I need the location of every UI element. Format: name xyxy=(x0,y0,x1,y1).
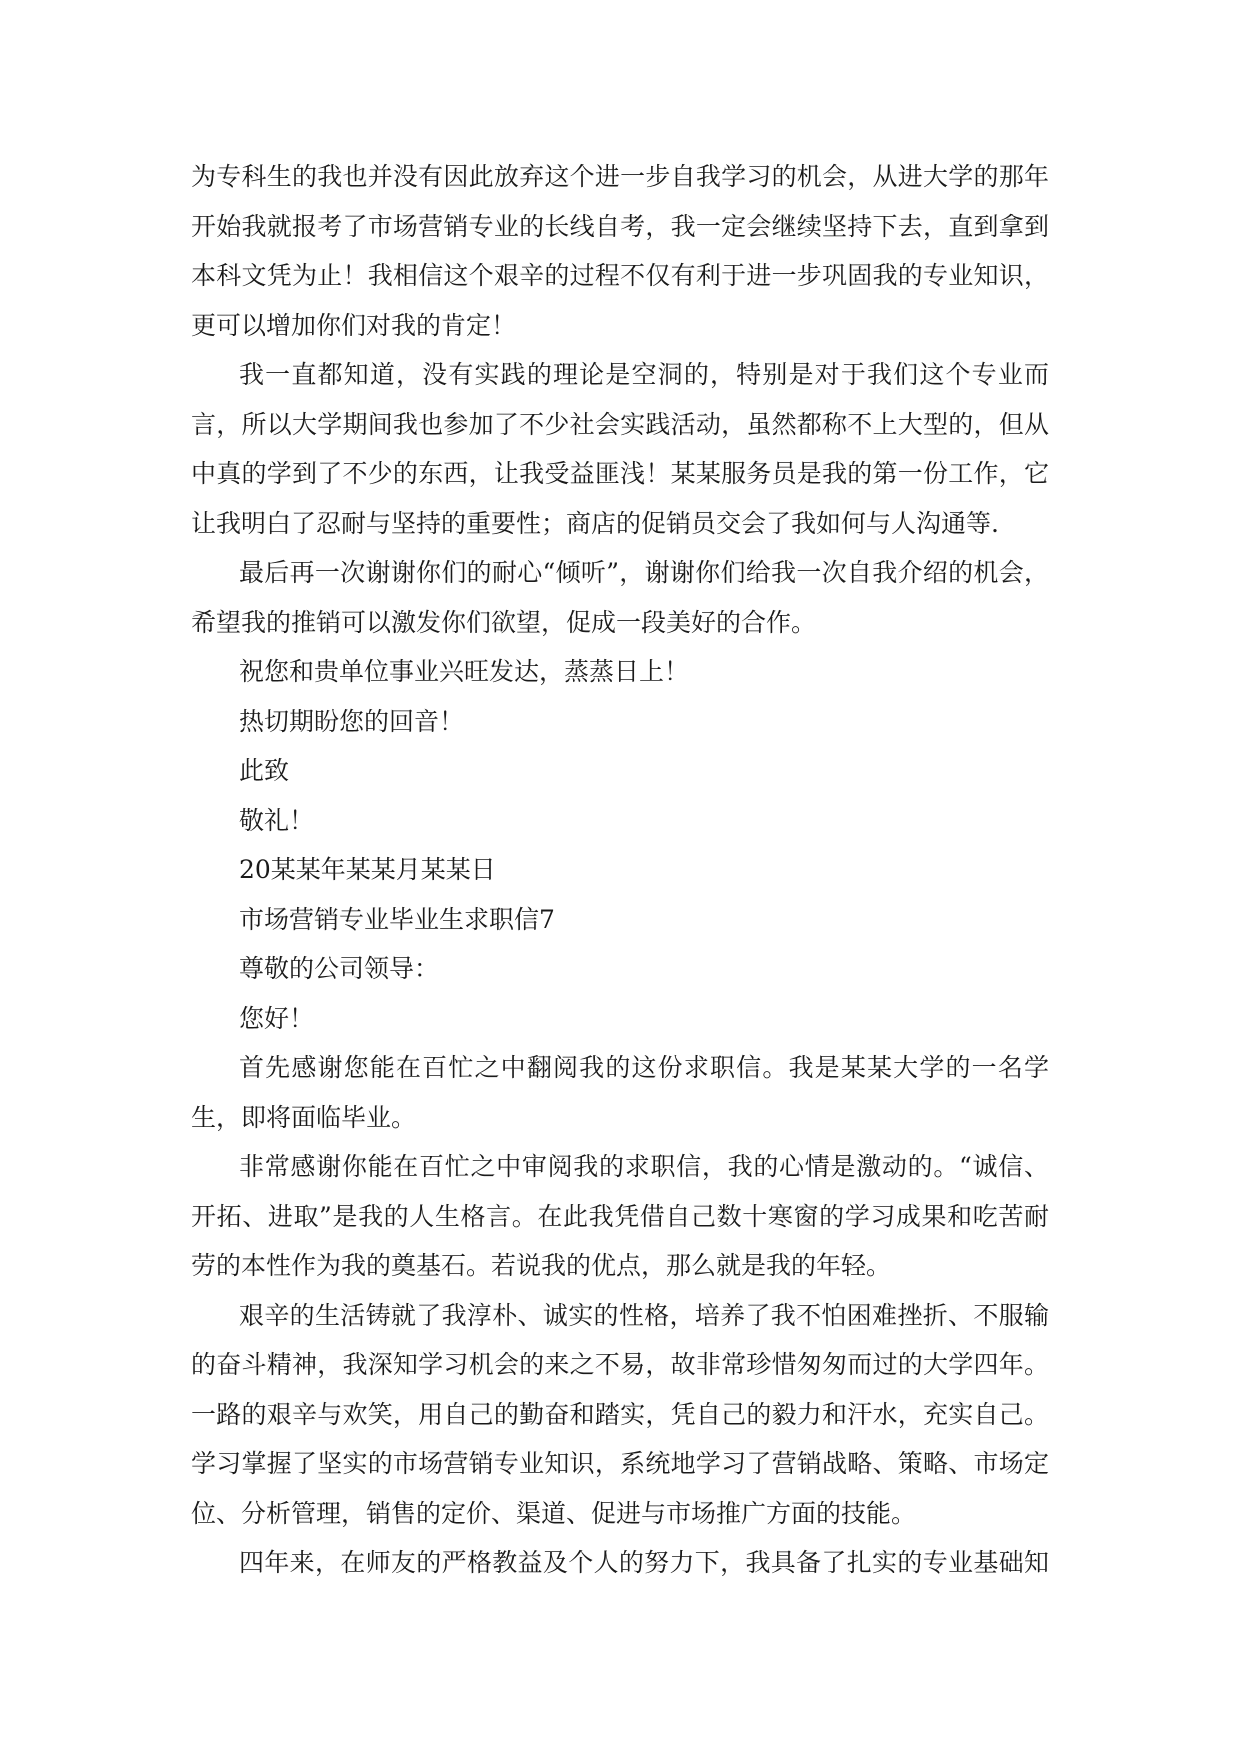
text-line: 希望我的推销可以激发你们欲望，促成一段美好的合作。 xyxy=(191,607,817,637)
text-line: 开拓、进取”是我的人生格言。在此我凭借自己数十寒窗的学习成果和吃苦耐 xyxy=(191,1201,1049,1231)
text-line: 生，即将面临毕业。 xyxy=(191,1102,417,1132)
text-line: 首先感谢您能在百忙之中翻阅我的这份求职信。我是某某大学的一名学 xyxy=(239,1053,1049,1082)
letter-title: 市场营销专业毕业生求职信7 xyxy=(239,904,555,934)
text-line: 的奋斗精神，我深知学习机会的来之不易，故非常珍惜匆匆而过的大学四年。 xyxy=(191,1350,1049,1379)
letter-body xyxy=(191,152,1049,1588)
text-line: 言，所以大学期间我也参加了不少社会实践活动，虽然都称不上大型的，但从 xyxy=(191,409,1049,439)
text-line: 四年来，在师友的严格教益及个人的努力下，我具备了扎实的专业基础知 xyxy=(239,1548,1049,1577)
text-line: 敬礼！ xyxy=(239,805,315,835)
text-line: 劳的本性作为我的奠基石。若说我的优点，那么就是我的年轻。 xyxy=(191,1251,892,1280)
text-line: 非常感谢你能在百忙之中审阅我的求职信，我的心情是激动的。“诚信、 xyxy=(239,1152,1049,1181)
date-line: 20某某年某某月某某日 xyxy=(239,855,496,884)
text-line: 艰辛的生活铸就了我淳朴、诚实的性格，培养了我不怕困难挫折、不服输 xyxy=(239,1300,1049,1330)
text-line: 本科文凭为止！我相信这个艰辛的过程不仅有利于进一步巩固我的专业知识， xyxy=(191,261,1049,290)
text-line: 位、分析管理，销售的定价、渠道、促进与市场推广方面的技能。 xyxy=(191,1498,917,1528)
text-line: 祝您和贵单位事业兴旺发达，蒸蒸日上！ xyxy=(239,657,690,686)
text-line: 我一直都知道，没有实践的理论是空洞的，特别是对于我们这个专业而 xyxy=(239,360,1049,389)
text-line: 热切期盼您的回音！ xyxy=(239,706,465,736)
text-line: 中真的学到了不少的东西，让我受益匪浅！某某服务员是我的第一份工作，它 xyxy=(191,459,1049,488)
greeting: 您好！ xyxy=(239,1003,315,1033)
text-line: 为专科生的我也并没有因此放弃这个进一步自我学习的机会，从进大学的那年 xyxy=(191,162,1049,191)
text-line: 一路的艰辛与欢笑，用自己的勤奋和踏实，凭自己的毅力和汗水，充实自己。 xyxy=(191,1399,1049,1429)
text-line: 开始我就报考了市场营销专业的长线自考，我一定会继续坚持下去，直到拿到 xyxy=(191,211,1049,241)
salutation: 尊敬的公司领导： xyxy=(239,954,440,983)
text-line: 此致 xyxy=(239,756,290,785)
text-line: 更可以增加你们对我的肯定！ xyxy=(191,310,517,340)
text-line: 学习掌握了坚实的市场营销专业知识，系统地学习了营销战略、策略、市场定 xyxy=(191,1449,1049,1478)
text-line: 最后再一次谢谢你们的耐心“倾听”，谢谢你们给我一次自我介绍的机会， xyxy=(239,558,1049,587)
text-line: 让我明白了忍耐与坚持的重要性；商店的促销员交会了我如何与人沟通等. xyxy=(191,508,999,538)
